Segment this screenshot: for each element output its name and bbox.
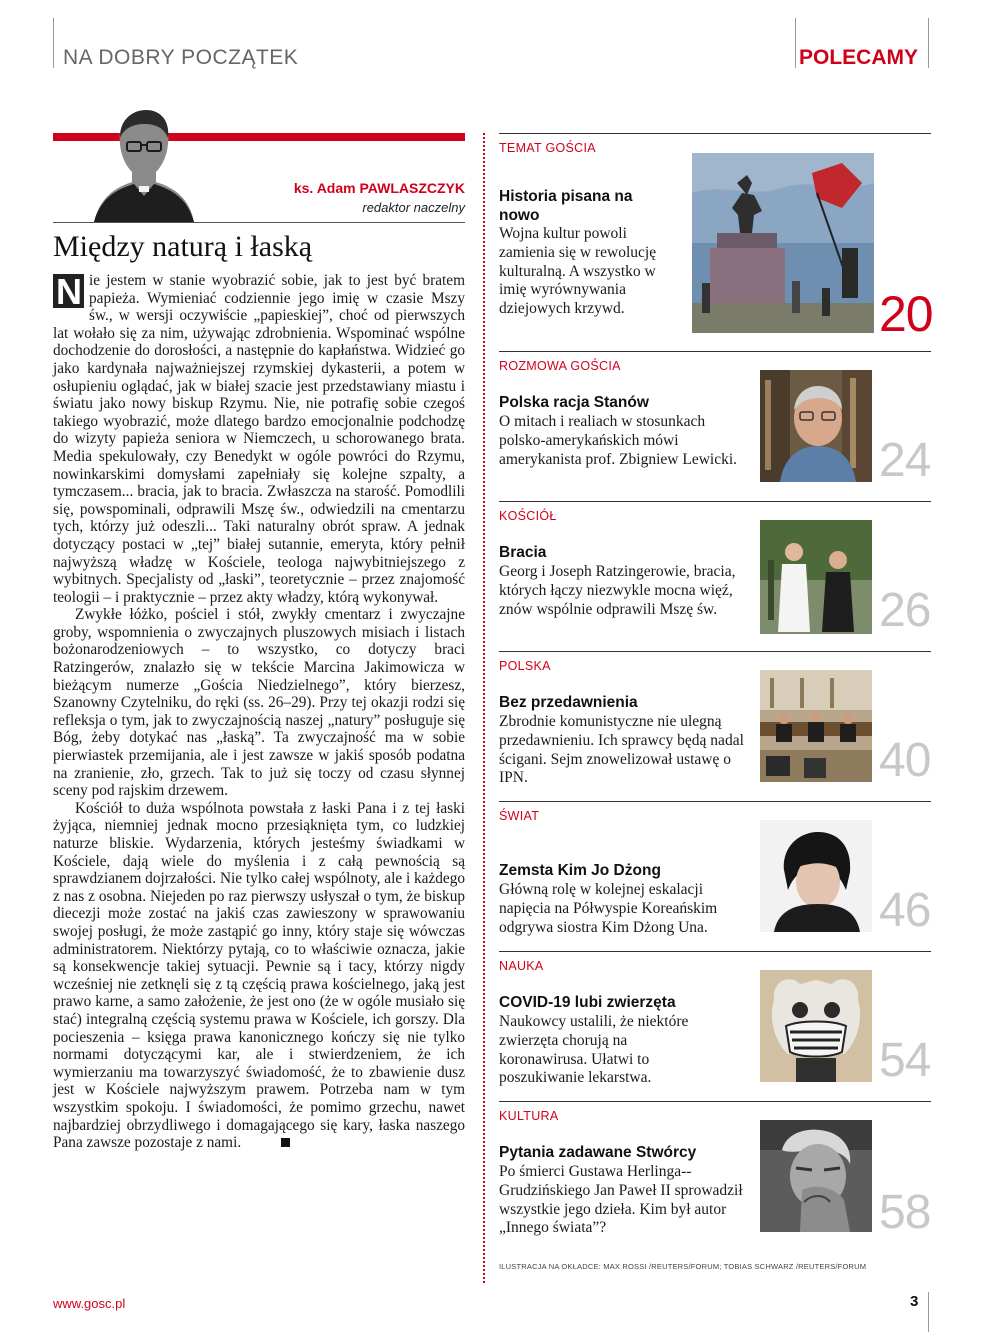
toc-description: O mitach i realiach w stosunkach polsko-amerykańskich mówi amerykanista prof. Zbigniew Lewicki. — [499, 413, 738, 468]
toc-item[interactable] — [499, 951, 931, 1099]
toc-item[interactable] — [499, 801, 931, 949]
toc-page-number[interactable]: 20 — [879, 286, 933, 342]
recommend-header-label: POLECAMY — [798, 46, 918, 69]
courtroom-photo[interactable] — [760, 670, 872, 782]
column-divider — [483, 133, 485, 1283]
toc-section-label: NAUKA — [499, 959, 544, 973]
toc-rule — [499, 951, 931, 952]
page-number: 3 — [910, 1293, 919, 1310]
masked-dog-photo[interactable] — [760, 970, 872, 1082]
toc-description: Zbrodnie komunistyczne nie ulegną przedawnieniu. Ich sprawcy będą nadal ścigani. Sejm znowelizował ustawę o IPN. — [499, 713, 744, 787]
toc-item[interactable] — [499, 651, 931, 799]
toc-page-number[interactable]: 26 — [879, 584, 931, 637]
editorial-title: Między naturą i łaską — [53, 230, 313, 263]
editorial-body — [53, 272, 465, 1152]
header-right-divider-left — [795, 18, 796, 68]
toc-rule — [499, 133, 931, 134]
toc-rule — [499, 651, 931, 652]
herling-grudzinski-photo[interactable] — [760, 1120, 872, 1232]
editorial-paragraph: Zwykłe łóżko, pościel i stół, zwykły cmentarz i zwyczajne groby, wspomnienia o zwyczajnych pluszowych misiach i listach bożonarodzeniowych – to wszystko, co dotyczy braci Ratzingerów, znalazło się w tekście Marcina Jakimowicza w bieżącym numerze „Gościa Niedzielnego”, który bierzesz, Szanowny Czytelniku, do ręki (ss. 26–29). Przy tej okazji rodzi się refleksja o tym, jak to zwyczajnością naszej „natury” posługuje się Bóg, żeby dotykać nas „łaską”. Ta zwyczajność ma w sobie pierwiastek przemijania, ale i jest zawsze w jakiś sposób podatna na zranienie, zło, grzech. Tak to już się toczy od czasu słynnej sceny pod rajskim drzewem. — [53, 606, 465, 800]
toc-description: Po śmierci Gustawa Herlinga--Grudzińskiego Jan Paweł II sprowadził wszystkie jego dzieła. Kim był autor „Innego świata”? — [499, 1163, 743, 1237]
toc-title[interactable]: COVID-19 lubi zwierzęta — [499, 994, 676, 1011]
toc-page-number[interactable]: 24 — [879, 434, 931, 487]
toc-page-number[interactable]: 58 — [879, 1186, 931, 1239]
author-rule — [53, 222, 465, 223]
ratzinger-brothers-photo[interactable] — [760, 520, 872, 634]
toc-section-label: POLSKA — [499, 659, 551, 673]
toc-section-label: ROZMOWA GOŚCIA — [499, 359, 621, 373]
page-number-divider — [928, 1292, 929, 1332]
toc-title[interactable]: Zemsta Kim Jo Dżong — [499, 862, 661, 879]
editorial-paragraph: N ie jestem w stanie wyobrazić sobie, jak to jest być bratem papieża. Wymieniać codziennie jego imię w czasie Mszy św., w wersji oczywiście „papieskiej”, choć od pierwszych lat wołało się za nim, używając zdrobnienia. Wspominać wspólne dochodzenie do dorosłości, a następnie do kapłaństwa. Widzieć go jako kardynała najważniejszej rzymskiej dykasterii, a potem w osłupieniu oglądać, jak w białej szacie jest przedstawiany miastu i światu jako nowy biskup Rzymu. Nie, nie potrafię sobie czegoś takiego wyobrazić, może dlatego bardzo emocjonalnie podchodzę do wizyty papieża seniora w Niemczech, u schorowanego brata. Media spekulowały, czy Benedykt w ogóle powróci do Rzymu, nowinkarskimi domysłami zapełniały się kolejne szpalty, a tymczasem... bracia, jak to bracia. Zwłaszcza na starość. Pomodlili się, powspominali, odprawili Mszę św., odwiedzili na cmentarzu tych, którzy już odeszli... Taki naturalny obrót spraw. A jednak dotyczący postaci w „tej” białej sutannie, emeryta, który pełnił najwyższą władzę w Kościele, teologa najwybitniejszego z wybitnych. Specjalisty od „łaski”, teoretycznie – przez znajomość teologii – i praktycznie – przez akty władzy, którą wykonywał. — [53, 271, 465, 606]
author-role: redaktor naczelny — [362, 200, 465, 215]
toc-item[interactable] — [499, 133, 931, 349]
header-right-divider-right — [928, 18, 929, 68]
toc-title[interactable]: Bez przedawnienia — [499, 694, 638, 711]
website-link[interactable]: www.gosc.pl — [53, 1296, 126, 1311]
toc-description: Wojna kultur powoli zamienia się w rewolucję kulturalną. A wszystko w imię wyrównywania dziejowych krzywd. — [499, 225, 657, 318]
toc-title[interactable]: Bracia — [499, 544, 547, 561]
toc-item[interactable] — [499, 1101, 931, 1251]
author-name: ks. Adam PAWLASZCZYK — [293, 180, 465, 196]
toc-title[interactable]: Polska racja Stanów — [499, 394, 649, 411]
toc-title[interactable]: Historia pisana na nowo — [499, 188, 633, 224]
toc-description: Naukowcy ustalili, że niektóre zwierzęta chorują na koronawirusa. Ułatwi to poszukiwanie lekarstwa. — [499, 1013, 689, 1087]
header-left-divider — [53, 18, 54, 68]
toc-description: Główną rolę w kolejnej eskalacji napięcia na Półwyspie Koreańskim odgrywa siostra Kim Dżong Una. — [499, 881, 718, 936]
drop-cap: N — [53, 274, 84, 308]
toc-section-label: ŚWIAT — [499, 809, 540, 823]
toc-rule — [499, 501, 931, 502]
toc-item[interactable] — [499, 351, 931, 499]
toc-rule — [499, 801, 931, 802]
toc-section-label: KOŚCIÓŁ — [499, 509, 557, 523]
professor-portrait-photo[interactable] — [760, 370, 872, 482]
editorial-paragraph: Kościół to duża wspólnota powstała z łaski Pana i z tej łaski żyjąca, niemniej jednak mocno przesiąknięta tym, co ludzkiej naturze bliskie. Wydarzenia, których jesteśmy świadkami w Kościele, dają wiele do myślenia i z całą pewnością są sprawdzianem dojrzałości. Nie tylko całej wspólnoty, ale i każdego z nas z osobna. Niejeden po raz pierwszy usłyszał o tym, że biskup diecezji może zostać na jakiś czas zawieszony w sprawowaniu swojej posługi, że może zastąpić go inny, który staje się wówczas administratorem. Niektórzy pytają, co to właściwie oznacza, jakie są konsekwencje takiej sytuacji. Pewnie są i tacy, którzy nigdy wcześniej nie zetknęli się z tą częścią prawa kościelnego, jaką jest prawo karne, a samo założenie, że jest ono (że w ogóle musiało się stać) integralną częścią systemu prawa w Kościele, ich gorszy. Dla pocieszenia – księga prawa kanonicznego kończy się nie tylko normami dotyczącymi kar, ale i stwierdzeniem, że ich wymierzaniu ma towarzyszyć świadomość, że to zbawienie dusz jest w Kościele najwyższym prawem. Potrzeba nam w tym wszystkim spokoju. I świadomości, że pomimo grzechu, nawet najbardziej obrzydliwego i domagającego się kary, łaska naszego Pana zawsze pozostaje z nami. — [53, 799, 465, 1152]
toc-description: Georg i Joseph Ratzingerowie, bracia, których łączy niezwykle mocna więź, znów wspólnie odprawili Mszę św. — [499, 563, 736, 618]
statue-protest-photo[interactable] — [692, 153, 874, 333]
section-header-label: NA DOBRY POCZĄTEK — [63, 46, 299, 69]
toc-title[interactable]: Pytania zadawane Stwórcy — [499, 1144, 697, 1161]
toc-page-number[interactable]: 46 — [879, 884, 931, 937]
toc-section-label: KULTURA — [499, 1109, 559, 1123]
end-mark-icon — [281, 1138, 290, 1147]
photo-credit: ILUSTRACJA NA OKŁADCE: MAX ROSSI /REUTERS/FORUM; TOBIAS SCHWARZ /REUTERS/FORUM — [499, 1262, 867, 1271]
toc-item[interactable] — [499, 501, 931, 649]
toc-rule — [499, 351, 931, 352]
author-portrait-photo — [94, 104, 194, 222]
toc-page-number[interactable]: 54 — [879, 1034, 931, 1087]
toc-page-number[interactable]: 40 — [879, 734, 931, 787]
kim-yo-jong-photo[interactable] — [760, 820, 872, 932]
toc-rule — [499, 1101, 931, 1102]
toc-section-label: TEMAT GOŚCIA — [499, 141, 596, 155]
